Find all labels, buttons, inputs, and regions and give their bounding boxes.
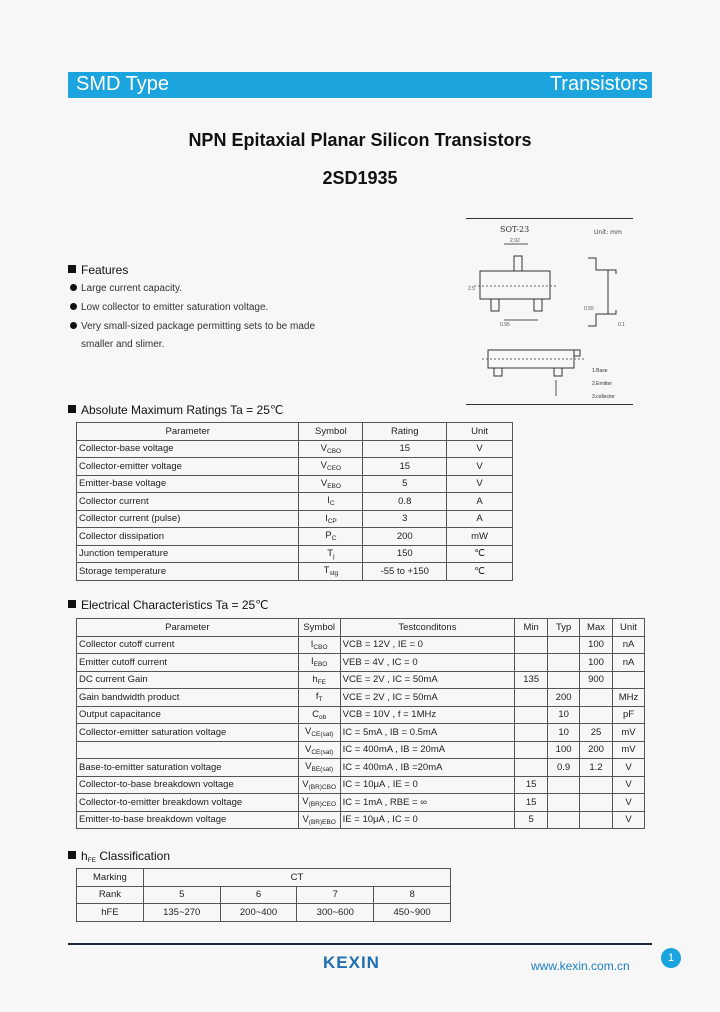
unit-cell: mV (613, 741, 645, 759)
condition-cell: VEB = 4V , IC = 0 (340, 654, 515, 672)
param-cell: DC current Gain (77, 671, 299, 689)
symbol-cell (299, 458, 363, 476)
symbol-main: V (304, 726, 312, 738)
hfe-range-row: hFE 135~270 200~400 300~600 450~900 (77, 904, 451, 922)
bullet-dot-icon (70, 303, 77, 310)
rating-cell: 0.8 (363, 493, 447, 511)
typ-cell (548, 636, 580, 654)
table-row (77, 636, 645, 654)
rating-cell: 5 (363, 475, 447, 493)
table-row (77, 563, 513, 581)
symbol-cell (298, 706, 340, 724)
min-cell (515, 759, 548, 777)
bullet-square-icon (68, 851, 76, 859)
table-row (77, 759, 645, 777)
param-cell: Junction temperature (77, 545, 299, 563)
param-cell: Collector-to-emitter breakdown voltage (77, 794, 299, 812)
table-row (77, 741, 645, 759)
symbol-cell (298, 741, 340, 759)
symbol-sub: CP (327, 517, 337, 525)
typ-cell (548, 776, 580, 794)
feature-item: smaller and slimer. (81, 339, 165, 350)
sot23-outline-drawing (466, 218, 633, 405)
symbol-cell (299, 528, 363, 546)
symbol-cell (299, 545, 363, 563)
max-cell: 900 (580, 671, 613, 689)
min-cell (515, 741, 548, 759)
unit-cell: A (447, 493, 513, 511)
part-number: 2SD1935 (322, 168, 398, 188)
unit-cell: ℃ (447, 545, 513, 563)
symbol-cell (299, 510, 363, 528)
typ-cell (548, 811, 580, 829)
table-row (77, 528, 513, 546)
features-heading (68, 263, 128, 277)
unit-cell: V (613, 759, 645, 777)
abs-max-heading (68, 403, 283, 417)
symbol-sub: ob (318, 713, 327, 721)
symbol-sub: CE(sat) (311, 748, 334, 756)
condition-cell: IC = 400mA , IB =20mA (340, 759, 515, 777)
table-row (77, 776, 645, 794)
svg-text:0.95: 0.95 (500, 322, 510, 328)
symbol-cell (299, 493, 363, 511)
symbol-cell (299, 440, 363, 458)
typ-cell (548, 794, 580, 812)
symbol-cell (298, 636, 340, 654)
param-cell: Emitter-base voltage (77, 475, 299, 493)
pin-label: 3.collector (592, 394, 615, 400)
pin-label: 1.Base (592, 368, 608, 374)
condition-cell: VCE = 2V , IC = 50mA (340, 671, 515, 689)
feature-item: Very small-sized package permitting sets to be made (70, 321, 315, 332)
table-row (77, 458, 513, 476)
banner-right: Transistors (549, 73, 648, 95)
symbol-cell (298, 654, 340, 672)
features-heading-text: Features (81, 263, 129, 277)
table-row (77, 706, 645, 724)
param-cell: Collector current (77, 493, 299, 511)
unit-cell: nA (613, 654, 645, 672)
elec-char-heading-text: Electrical Characteristics Ta = 25℃ (81, 598, 269, 612)
table-row (77, 654, 645, 672)
package-unit: Unit: mm (594, 229, 622, 236)
hfe-class-heading: $h_{FE}$ Classification (68, 849, 170, 864)
condition-cell: VCB = 10V , f = 1MHz (340, 706, 515, 724)
param-cell: Collector-emitter saturation voltage (77, 724, 299, 742)
banner-left: SMD Type (76, 73, 169, 95)
typ-cell: 0.9 (548, 759, 580, 777)
feature-item: Low collector to emitter saturation voltage. (70, 302, 268, 313)
svg-text:2.92: 2.92 (510, 238, 520, 244)
unit-cell: V (447, 458, 513, 476)
symbol-sub: T (318, 696, 323, 704)
param-cell: Collector cutoff current (77, 636, 299, 654)
pin-label: 2.Emitter (592, 381, 613, 387)
param-cell: Emitter cutoff current (77, 654, 299, 672)
unit-cell: V (447, 475, 513, 493)
unit-cell: mV (613, 724, 645, 742)
unit-cell: V (447, 440, 513, 458)
elec-char-heading (68, 598, 269, 612)
condition-cell: VCE = 2V , IC = 50mA (340, 689, 515, 707)
typ-cell: 200 (548, 689, 580, 707)
website-link[interactable]: www.kexin.com.cn (531, 959, 630, 973)
symbol-main: V (302, 796, 309, 808)
typ-cell: 10 (548, 706, 580, 724)
symbol-main: P (325, 530, 332, 542)
rating-cell: 3 (363, 510, 447, 528)
unit-cell: pF (613, 706, 645, 724)
symbol-cell (299, 475, 363, 493)
table-row (77, 510, 513, 528)
symbol-main: V (320, 460, 328, 472)
symbol-main: h (312, 673, 318, 685)
typ-cell (548, 654, 580, 672)
symbol-main: V (320, 477, 328, 489)
table-row (77, 475, 513, 493)
max-cell (580, 811, 613, 829)
typ-cell: 100 (548, 741, 580, 759)
page-title: NPN Epitaxial Planar Silicon Transistors (188, 130, 532, 150)
table-row (77, 671, 645, 689)
symbol-main: V (302, 778, 309, 790)
kexin-logo: KEXIN (323, 953, 380, 972)
param-cell: Output capacitance (77, 706, 299, 724)
symbol-cell (298, 811, 340, 829)
max-cell (580, 794, 613, 812)
unit-cell: V (613, 776, 645, 794)
symbol-sub: stg (329, 570, 339, 578)
min-cell (515, 689, 548, 707)
rating-cell: 200 (363, 528, 447, 546)
symbol-sub: EBO (313, 661, 328, 669)
bullet-square-icon (68, 600, 76, 608)
symbol-cell (298, 671, 340, 689)
param-cell: Collector-to-base breakdown voltage (77, 776, 299, 794)
symbol-sub: CEO (327, 465, 342, 473)
abs-max-heading-text: Absolute Maximum Ratings Ta = 25℃ (81, 403, 284, 417)
table-row (77, 811, 645, 829)
symbol-sub: FE (317, 678, 326, 686)
table-row (77, 689, 645, 707)
min-cell (515, 724, 548, 742)
table-row (77, 794, 645, 812)
max-cell: 200 (580, 741, 613, 759)
symbol-main: V (320, 442, 328, 454)
max-cell (580, 776, 613, 794)
condition-cell: IE = 10μA , IC = 0 (340, 811, 515, 829)
param-cell: Collector-emitter voltage (77, 458, 299, 476)
param-cell: Collector dissipation (77, 528, 299, 546)
param-cell: Collector current (pulse) (77, 510, 299, 528)
min-cell: 15 (515, 794, 548, 812)
unit-cell: V (613, 794, 645, 812)
bullet-square-icon (68, 265, 76, 273)
bullet-square-icon (68, 405, 76, 413)
symbol-main: V (305, 761, 312, 773)
param-cell: Gain bandwidth product (77, 689, 299, 707)
rank-row: Rank 5 6 7 8 (77, 886, 451, 904)
table-header-row: Parameter Symbol Testconditons Min Typ Max Unit (77, 619, 645, 637)
symbol-sub: BE(sat) (311, 766, 334, 774)
condition-cell: IC = 5mA , IB = 0.5mA (340, 724, 515, 742)
min-cell (515, 706, 548, 724)
svg-text:2.5: 2.5 (468, 286, 475, 292)
symbol-main: T (323, 565, 330, 577)
page-number: 1 (661, 948, 681, 968)
rating-cell: 15 (363, 458, 447, 476)
unit-cell: MHz (613, 689, 645, 707)
svg-text:0.1: 0.1 (618, 322, 625, 328)
param-cell (77, 741, 299, 759)
min-cell (515, 654, 548, 672)
symbol-sub: C (329, 500, 335, 508)
unit-cell: A (447, 510, 513, 528)
symbol-sub: C (331, 535, 337, 543)
typ-cell (548, 671, 580, 689)
min-cell: 15 (515, 776, 548, 794)
symbol-main: I (325, 512, 328, 524)
condition-cell: IC = 10μA , IE = 0 (340, 776, 515, 794)
max-cell: 100 (580, 654, 613, 672)
symbol-sub: (BR)CEO (308, 801, 337, 809)
footer-divider (68, 943, 652, 945)
param-cell: Storage temperature (77, 563, 299, 581)
hfe-class-table (76, 868, 451, 922)
min-cell: 5 (515, 811, 548, 829)
unit-cell: mW (447, 528, 513, 546)
header-banner (68, 72, 652, 98)
symbol-main: I (327, 495, 330, 507)
table-header-row: Parameter Symbol Rating Unit (77, 423, 513, 441)
symbol-sub: CBO (313, 643, 328, 651)
param-cell: Collector-base voltage (77, 440, 299, 458)
symbol-main: I (310, 638, 314, 650)
symbol-main: T (327, 547, 334, 559)
table-row (77, 493, 513, 511)
symbol-sub: (BR)EBO (308, 818, 336, 826)
symbol-sub: EBO (327, 482, 341, 490)
symbol-main: f (315, 691, 319, 703)
max-cell (580, 706, 613, 724)
bullet-dot-icon (70, 322, 77, 329)
condition-cell: IC = 400mA , IB = 20mA (340, 741, 515, 759)
table-row (77, 724, 645, 742)
abs-max-table (76, 422, 513, 581)
symbol-sub: (BR)CBO (308, 783, 337, 791)
symbol-main: C (312, 708, 319, 720)
symbol-main: I (310, 656, 314, 668)
symbol-main: V (302, 813, 309, 825)
rating-cell: 150 (363, 545, 447, 563)
min-cell: 135 (515, 671, 548, 689)
min-cell (515, 636, 548, 654)
unit-cell: V (613, 811, 645, 829)
max-cell: 1.2 (580, 759, 613, 777)
unit-cell: nA (613, 636, 645, 654)
unit-cell (613, 671, 645, 689)
param-cell: Emitter-to-base breakdown voltage (77, 811, 299, 829)
rating-cell: 15 (363, 440, 447, 458)
svg-text:0.55: 0.55 (584, 306, 594, 312)
typ-cell: 10 (548, 724, 580, 742)
symbol-cell (298, 689, 340, 707)
symbol-cell (298, 794, 340, 812)
table-row (77, 545, 513, 563)
bullet-dot-icon (70, 284, 77, 291)
max-cell: 25 (580, 724, 613, 742)
condition-cell: IC = 1mA , RBE = ∞ (340, 794, 515, 812)
table-row (77, 440, 513, 458)
max-cell: 100 (580, 636, 613, 654)
elec-char-table (76, 618, 645, 829)
symbol-sub: CE(sat) (311, 731, 334, 739)
symbol-cell (298, 724, 340, 742)
symbol-sub: j (333, 552, 335, 560)
symbol-sub: CBO (327, 447, 342, 455)
condition-cell: VCB = 12V , IE = 0 (340, 636, 515, 654)
max-cell (580, 689, 613, 707)
package-name: SOT-23 (500, 225, 530, 234)
symbol-cell (298, 776, 340, 794)
rating-cell: -55 to +150 (363, 563, 447, 581)
param-cell: Base-to-emitter saturation voltage (77, 759, 299, 777)
unit-cell: ℃ (447, 563, 513, 581)
symbol-main: V (304, 743, 312, 755)
package-drawing (466, 218, 633, 405)
symbol-cell (298, 759, 340, 777)
feature-item: Large current capacity. (70, 283, 182, 294)
symbol-cell (299, 563, 363, 581)
marking-row: Marking CT (77, 869, 451, 887)
